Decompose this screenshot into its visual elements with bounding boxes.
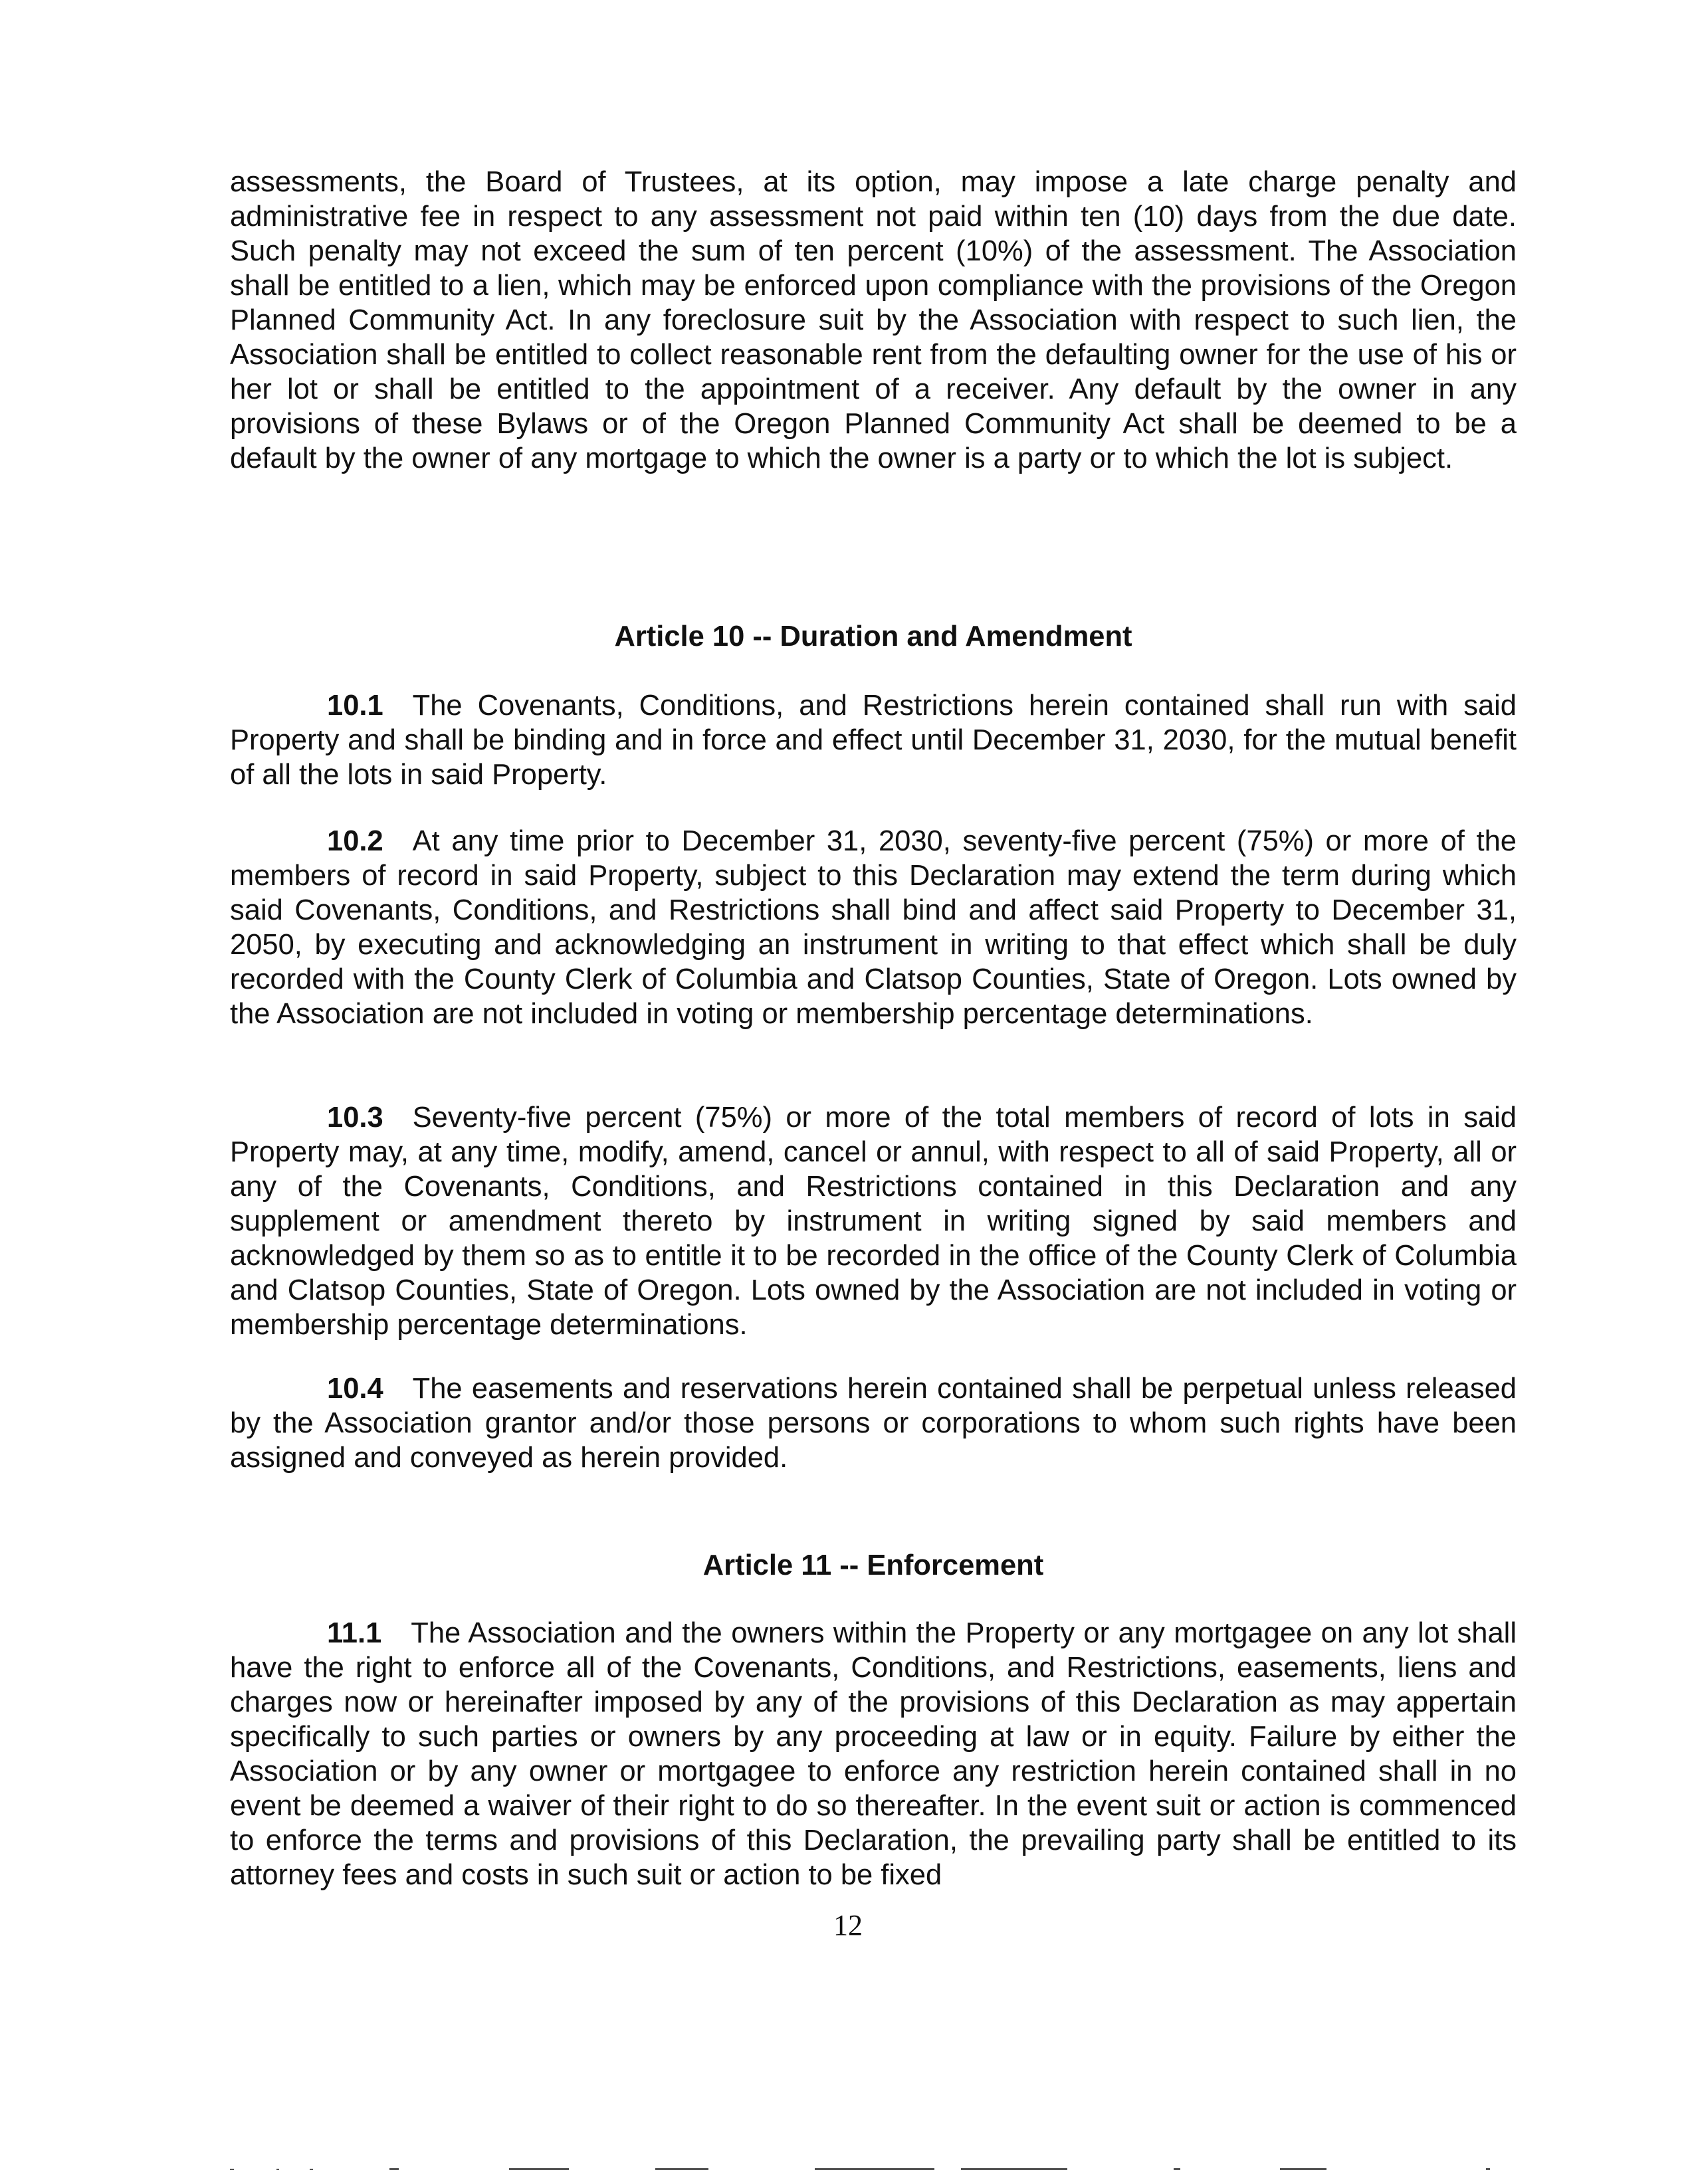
- section-11-1: [230, 1616, 1517, 1892]
- section-number: 10.4: [327, 1373, 383, 1405]
- page-number: 12: [833, 1909, 863, 1941]
- section-text: The easements and reservations herein contained shall be perpetual unless released by the Association grantor and/or those persons or corporations to whom such rights have been assigned and conveyed as herein provided.: [230, 1373, 1517, 1474]
- intro-paragraph: assessments, the Board of Trustees, at its option, may impose a late charge penalty and administrative fee in respect to any assessment not paid within ten (10) days from the due date. Such penalty may not exceed the sum of ten percent (10%) of the assessment. The Association shall be entitled to a lien, which may be enforced upon compliance with the provisions of the Oregon Planned Community Act. In any foreclosure suit by the Association with respect to such lien, the Association shall be entitled to collect reasonable rent from the defaulting owner for the use of his or her lot or shall be entitled to the appointment of a receiver. Any default by the owner in any provisions of these Bylaws or of the Oregon Planned Community Act shall be deemed to be a default by the owner of any mortgage to which the owner is a party or to which the lot is subject.: [230, 166, 1517, 474]
- section-10-1: [230, 688, 1517, 792]
- article-10-heading: Article 10 -- Duration and Amendment: [614, 621, 1132, 652]
- scan-artifact-marks: [230, 2167, 1517, 2171]
- section-text: Seventy-five percent (75%) or more of the total members of record of lots in said Property may, at any time, modify, amend, cancel or annul, with respect to all of said Property, all or any of the Covenants, Conditions, and Restrictions contained in this Declaration and any supplement or amendment thereto by instrument in writing signed by said members and acknowledged by them so as to entitle it to be recorded in the office of the County Clerk of Columbia and Clatsop Counties, State of Oregon. Lots owned by the Association are not included in voting or membership percentage determinations.: [230, 1102, 1517, 1341]
- section-number: 10.1: [327, 690, 383, 722]
- section-number: 11.1: [327, 1617, 382, 1649]
- article-11-heading: Article 11 -- Enforcement: [702, 1549, 1044, 1581]
- section-10-4: [230, 1371, 1517, 1475]
- section-number: 10.2: [327, 825, 383, 857]
- section-text: The Covenants, Conditions, and Restrictions herein contained shall run with said Property and shall be binding and in force and effect until December 31, 2030, for the mutual benefit of all the lots in said Property.: [230, 690, 1517, 791]
- section-10-2: [230, 824, 1517, 1031]
- section-text: The Association and the owners within the Property or any mortgagee on any lot shall have the right to enforce all of the Covenants, Conditions, and Restrictions, easements, liens and charges now or hereinafter imposed by any of the provisions of this Declaration as may appertain specifically to such parties or owners by any proceeding at law or in equity. Failure by either the Association or by any owner or mortgagee to enforce any restriction herein contained shall in no event be deemed a waiver of their right to do so thereafter. In the event suit or action is commenced to enforce the terms and provisions of this Declaration, the prevailing party shall be entitled to its attorney fees and costs in such suit or action to be fixed: [230, 1617, 1517, 1891]
- section-text: At any time prior to December 31, 2030, seventy-five percent (75%) or more of the members of record in said Property, subject to this Declaration may extend the term during which said Covenants, Conditions, and Restrictions shall bind and affect said Property to December 31, 2050, by executing and acknowledging an instrument in writing to that effect which shall be duly recorded with the County Clerk of Columbia and Clatsop Counties, State of Oregon. Lots owned by the Association are not included in voting or membership percentage determinations.: [230, 825, 1517, 1030]
- section-number: 10.3: [327, 1102, 383, 1134]
- section-10-3: [230, 1100, 1517, 1342]
